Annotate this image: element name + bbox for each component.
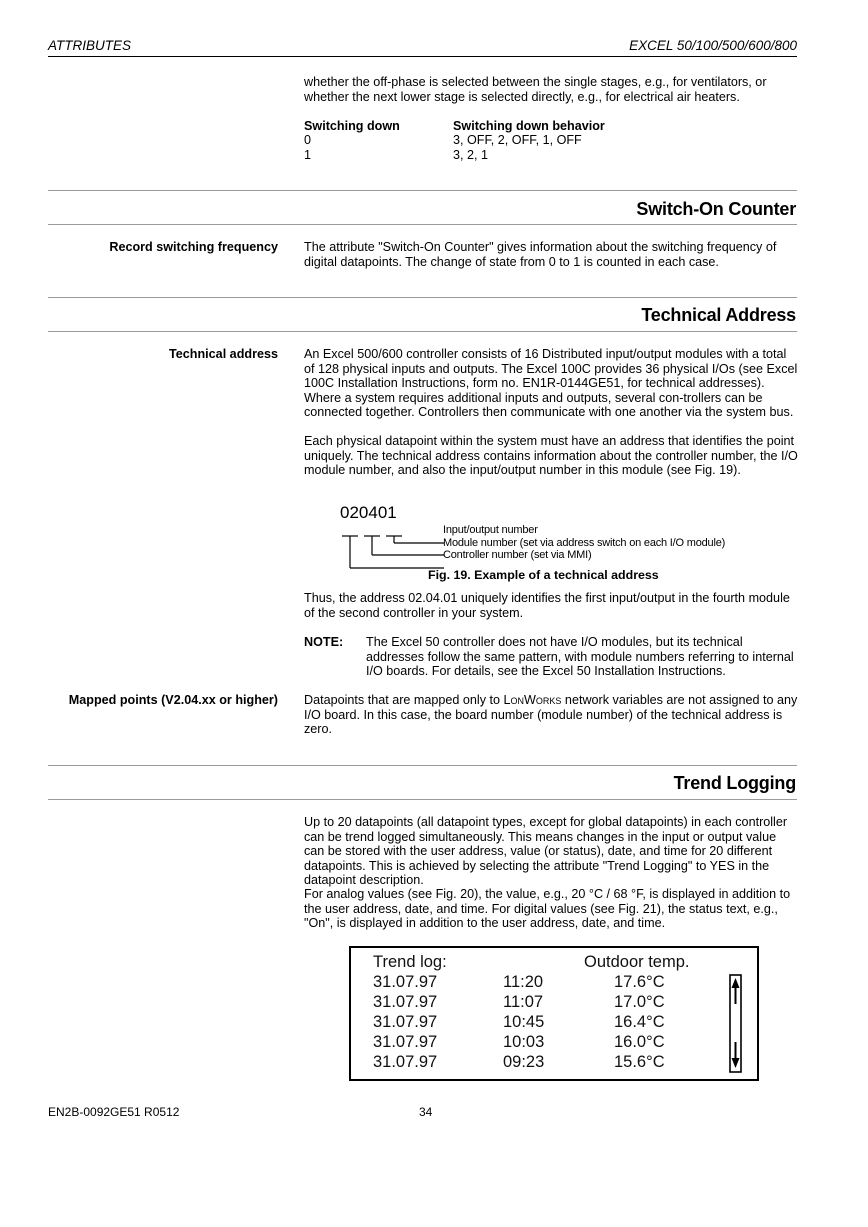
header-rule xyxy=(48,56,797,57)
table-cell: 3, 2, 1 xyxy=(453,148,489,162)
trend-display-point: Outdoor temp. xyxy=(584,953,690,971)
trend-date: 31.07.97 xyxy=(373,993,438,1011)
trend-time: 09:23 xyxy=(503,1053,545,1071)
mapped-text-pre: Datapoints that are mapped only to xyxy=(304,693,504,707)
address-code: 020401 xyxy=(340,503,397,522)
section-rule xyxy=(48,297,797,298)
fig-label-io: Input/output number xyxy=(443,524,538,536)
table-cell: 1 xyxy=(304,148,312,162)
section-rule xyxy=(48,331,797,332)
side-heading-technical: Technical address xyxy=(169,347,278,361)
trend-date: 31.07.97 xyxy=(373,1033,438,1051)
mapped-text-post: network variables are not assigned to any I/O board. In this case, the board number (module number) of the technical address is zero. xyxy=(304,693,798,737)
section-rule xyxy=(48,765,797,766)
scroll-down-arrow-icon[interactable] xyxy=(732,1042,740,1068)
fig-label-module: Module number (set via address switch on each I/O module) xyxy=(443,537,726,549)
side-heading-mapped: Mapped points (V2.04.xx or higher) xyxy=(68,693,278,707)
table-header-2: Switching down behavior xyxy=(453,119,605,133)
trend-value: 17.0°C xyxy=(614,993,665,1011)
mapped-text xyxy=(304,693,799,737)
lonworks-term: LonWorks xyxy=(503,693,562,707)
trend-date: 31.07.97 xyxy=(373,1053,438,1071)
technical-p2: Each physical datapoint within the system must have an address that identifies the point uniquely. The technical address contains information about the controller number, the I/O module number, and also the input/output number in this module (see Fig. 19). xyxy=(304,434,798,478)
trend-value: 16.4°C xyxy=(614,1013,665,1031)
fig-label-controller: Controller number (set via MMI) xyxy=(443,549,592,561)
trend-log-display xyxy=(349,946,759,1081)
figure-caption-19: Fig. 19. Example of a technical address xyxy=(428,568,659,582)
scroll-bar[interactable] xyxy=(729,974,743,1074)
section-rule xyxy=(48,224,797,225)
trend-time: 11:20 xyxy=(503,973,544,991)
technical-p3: Thus, the address 02.04.01 uniquely identifies the first input/output in the fourth module of the second controller in your system. xyxy=(304,591,790,620)
side-heading-record: Record switching frequency xyxy=(109,240,278,254)
table-cell: 3, OFF, 2, OFF, 1, OFF xyxy=(453,133,582,147)
trend-time: 11:07 xyxy=(503,993,544,1011)
footer-page-number: 34 xyxy=(419,1105,433,1119)
trend-date: 31.07.97 xyxy=(373,973,438,991)
note-text: The Excel 50 controller does not have I/O modules, but its technical addresses follow the same pattern, with module numbers referring to internal I/O boards. For details, see the Excel 50 Installation Instructions. xyxy=(366,635,794,679)
section-title-technical: Technical Address xyxy=(641,305,796,325)
table-cell: 0 xyxy=(304,133,312,147)
section-title-switch-on: Switch-On Counter xyxy=(636,199,796,219)
trend-value: 17.6°C xyxy=(614,973,665,991)
section-rule xyxy=(48,190,797,191)
trend-time: 10:03 xyxy=(503,1033,545,1051)
intro-paragraph: whether the off-phase is selected between the single stages, e.g., for ventilators, or whether the next lower stage is selected directly, e.g., for electrical air heaters. xyxy=(304,75,767,104)
trend-display-title: Trend log: xyxy=(373,953,447,971)
trend-value: 16.0°C xyxy=(614,1033,665,1051)
scroll-up-arrow-icon[interactable] xyxy=(732,978,740,1004)
header-right: EXCEL 50/100/500/600/800 xyxy=(629,38,797,53)
technical-p1: An Excel 500/600 controller consists of 16 Distributed input/output modules with a total of 128 physical inputs and outputs. The Excel 100C provides 36 physical I/Os (see Excel 100C Installation Instructions, form no. EN1R-0144GE51, for technical addresses). Where a system requires additional inputs and outputs, several con-trollers can be connected together. Controllers then communicate with one another via the system bus. xyxy=(304,347,798,420)
trend-date: 31.07.97 xyxy=(373,1013,438,1031)
table-header-1: Switching down xyxy=(304,119,400,133)
section-rule xyxy=(48,799,797,800)
section-title-trend: Trend Logging xyxy=(673,773,796,793)
switch-on-text: The attribute "Switch-On Counter" gives information about the switching frequency of digital datapoints. The change of state from 0 to 1 is counted in each case. xyxy=(304,240,777,269)
trend-time: 10:45 xyxy=(503,1013,545,1031)
header-left: ATTRIBUTES xyxy=(48,38,132,53)
trend-value: 15.6°C xyxy=(614,1053,665,1071)
trend-p1: Up to 20 datapoints (all datapoint types, except for global datapoints) in each controller can be trend logged simultaneously. This means changes in the input or output value can be stored with the user address, value (or status), date, and time for 20 different datapoints. This is achieved by selecting the attribute "Trend Logging" to YES in the datapoint description. xyxy=(304,815,788,888)
trend-p2: For analog values (see Fig. 20), the value, e.g., 20 °C / 68 °F, is displayed in addition to the user address, date, and time. For digital values (see Fig. 21), the status text, e.g., "On", is displayed in addition to the user address, date, and time. xyxy=(304,887,791,931)
note-label: NOTE: xyxy=(304,635,344,649)
footer-doc-number: EN2B-0092GE51 R0512 xyxy=(48,1105,180,1119)
